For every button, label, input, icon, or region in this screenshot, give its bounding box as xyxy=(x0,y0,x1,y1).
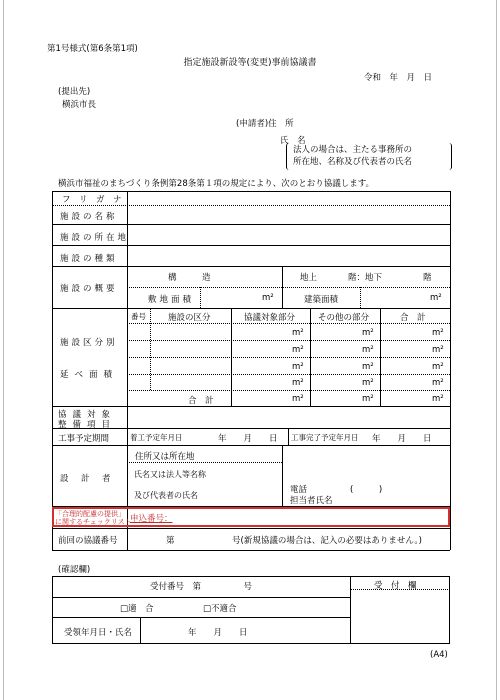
building-area-unit: m² xyxy=(430,293,442,303)
phone-parens: ( ) xyxy=(350,485,383,495)
unit-target-1: m² xyxy=(292,328,304,338)
checklist-label-line2: に関するチェックリスト xyxy=(55,518,132,526)
corporation-note xyxy=(286,143,452,170)
paper-size: (A4) xyxy=(430,650,448,660)
page-edge-right xyxy=(496,0,497,700)
col-total: 合 計 xyxy=(400,313,426,323)
unit-total-2: m² xyxy=(432,345,444,355)
site-area-label: 敷地面積 xyxy=(148,295,195,305)
maintenance-items-label: 整備項目 xyxy=(58,420,117,430)
prev-consult-prefix: 第 xyxy=(166,536,175,546)
facility-location-label: 施設の所在地 xyxy=(60,233,130,243)
applicant-name-label: 氏 名 xyxy=(280,136,306,146)
noncompliant-checkbox[interactable]: □不適合 xyxy=(203,604,237,614)
col-number: 番号 xyxy=(131,312,146,321)
reception-label: 受 付 欄 xyxy=(374,581,417,591)
unit-other-2: m² xyxy=(362,345,374,355)
above-ground-label: 地上 xyxy=(300,273,318,283)
submission-date: 令和 年 月 日 xyxy=(364,73,433,83)
unit-target-3: m² xyxy=(292,362,304,372)
facility-name-label: 施設の名称 xyxy=(60,212,118,222)
compliant-checkbox[interactable]: □適 合 xyxy=(120,604,154,614)
col-other: その他の部分 xyxy=(318,313,370,323)
rep-name-label: 及び代表者の氏名 xyxy=(134,491,198,500)
application-number-field[interactable]: 申込番号： xyxy=(130,514,173,524)
form-number: 第1号様式(第6条第1項) xyxy=(47,44,138,54)
prev-consult-label: 前回の協議番号 xyxy=(58,536,118,546)
sum-row-label: 合 計 xyxy=(188,396,214,406)
unit-total-sum: m² xyxy=(432,394,444,404)
building-area-label: 建築面積 xyxy=(304,295,339,305)
unit-total-4: m² xyxy=(432,378,444,388)
checklist-label-line1: 「合理的配慮の提供」 xyxy=(55,510,125,518)
facility-type-label: 施設の種類 xyxy=(60,254,118,264)
start-date-ymd: 年 月 日 xyxy=(218,434,278,444)
floors-below-label: 階：地下 xyxy=(348,273,383,283)
received-date-label: 受領年月日・氏名 xyxy=(64,628,133,638)
page-title: 指定施設新設等(変更)事前協議書 xyxy=(183,58,317,68)
col-category: 施設の区分 xyxy=(168,313,211,323)
site-area-unit: m² xyxy=(262,293,274,303)
unit-total-1: m² xyxy=(432,328,444,338)
floor-area-label: 延べ面積 xyxy=(60,370,119,380)
phone-label: 電話 xyxy=(290,485,308,495)
consult-target-label: 協議対象 xyxy=(58,410,117,420)
facility-outline-label: 施設の概要 xyxy=(60,284,118,294)
name-corp-label: 氏名又は法人等名称 xyxy=(134,470,206,479)
end-date-label: 工事完了予定年月日 xyxy=(291,433,359,442)
end-date-ymd: 年 月 日 xyxy=(372,434,432,444)
receipt-number: 受付番号 第 号 xyxy=(150,582,253,592)
received-ymd: 年 月 日 xyxy=(188,628,248,638)
prev-consult-note: 号(新規協議の場合は、記入の必要はありません。) xyxy=(232,536,422,546)
unit-other-3: m² xyxy=(362,362,374,372)
mayor-label: 横浜市長 xyxy=(62,100,97,110)
confirm-heading: (確認欄) xyxy=(58,565,91,575)
start-date-label: 着工予定年月日 xyxy=(130,433,183,442)
unit-target-2: m² xyxy=(292,345,304,355)
classification-label: 施設区分別 xyxy=(60,338,118,348)
designer-label: 設 計 者 xyxy=(60,474,113,484)
corporation-note-line2: 所在地、名称及び代表者の氏名 xyxy=(293,157,413,167)
unit-total-3: m² xyxy=(432,362,444,372)
structure-label: 構 造 xyxy=(168,273,211,283)
col-target: 協議対象部分 xyxy=(244,313,296,323)
floors-suffix: 階 xyxy=(423,273,432,283)
intro-text: 横浜市福祉のまちづくり条例第28条第１項の規定により、次のとおり協議します。 xyxy=(58,179,375,189)
unit-other-1: m² xyxy=(362,328,374,338)
unit-target-sum: m² xyxy=(292,394,304,404)
person-in-charge-label: 担当者氏名 xyxy=(290,496,333,506)
corporation-note-line1: 法人の場合は、主たる事務所の xyxy=(293,145,413,155)
address-office-label: 住所又は所在地 xyxy=(135,452,195,462)
unit-other-4: m² xyxy=(362,378,374,388)
unit-target-4: m² xyxy=(292,378,304,388)
submit-to-label: (提出先) xyxy=(58,87,91,97)
furigana-label: フ リ ガ ナ xyxy=(62,195,122,205)
schedule-label: 工事予定期間 xyxy=(58,434,110,444)
applicant-address-label: (申請者)住 所 xyxy=(236,119,294,129)
page-edge-left xyxy=(3,0,4,700)
unit-other-sum: m² xyxy=(362,394,374,404)
